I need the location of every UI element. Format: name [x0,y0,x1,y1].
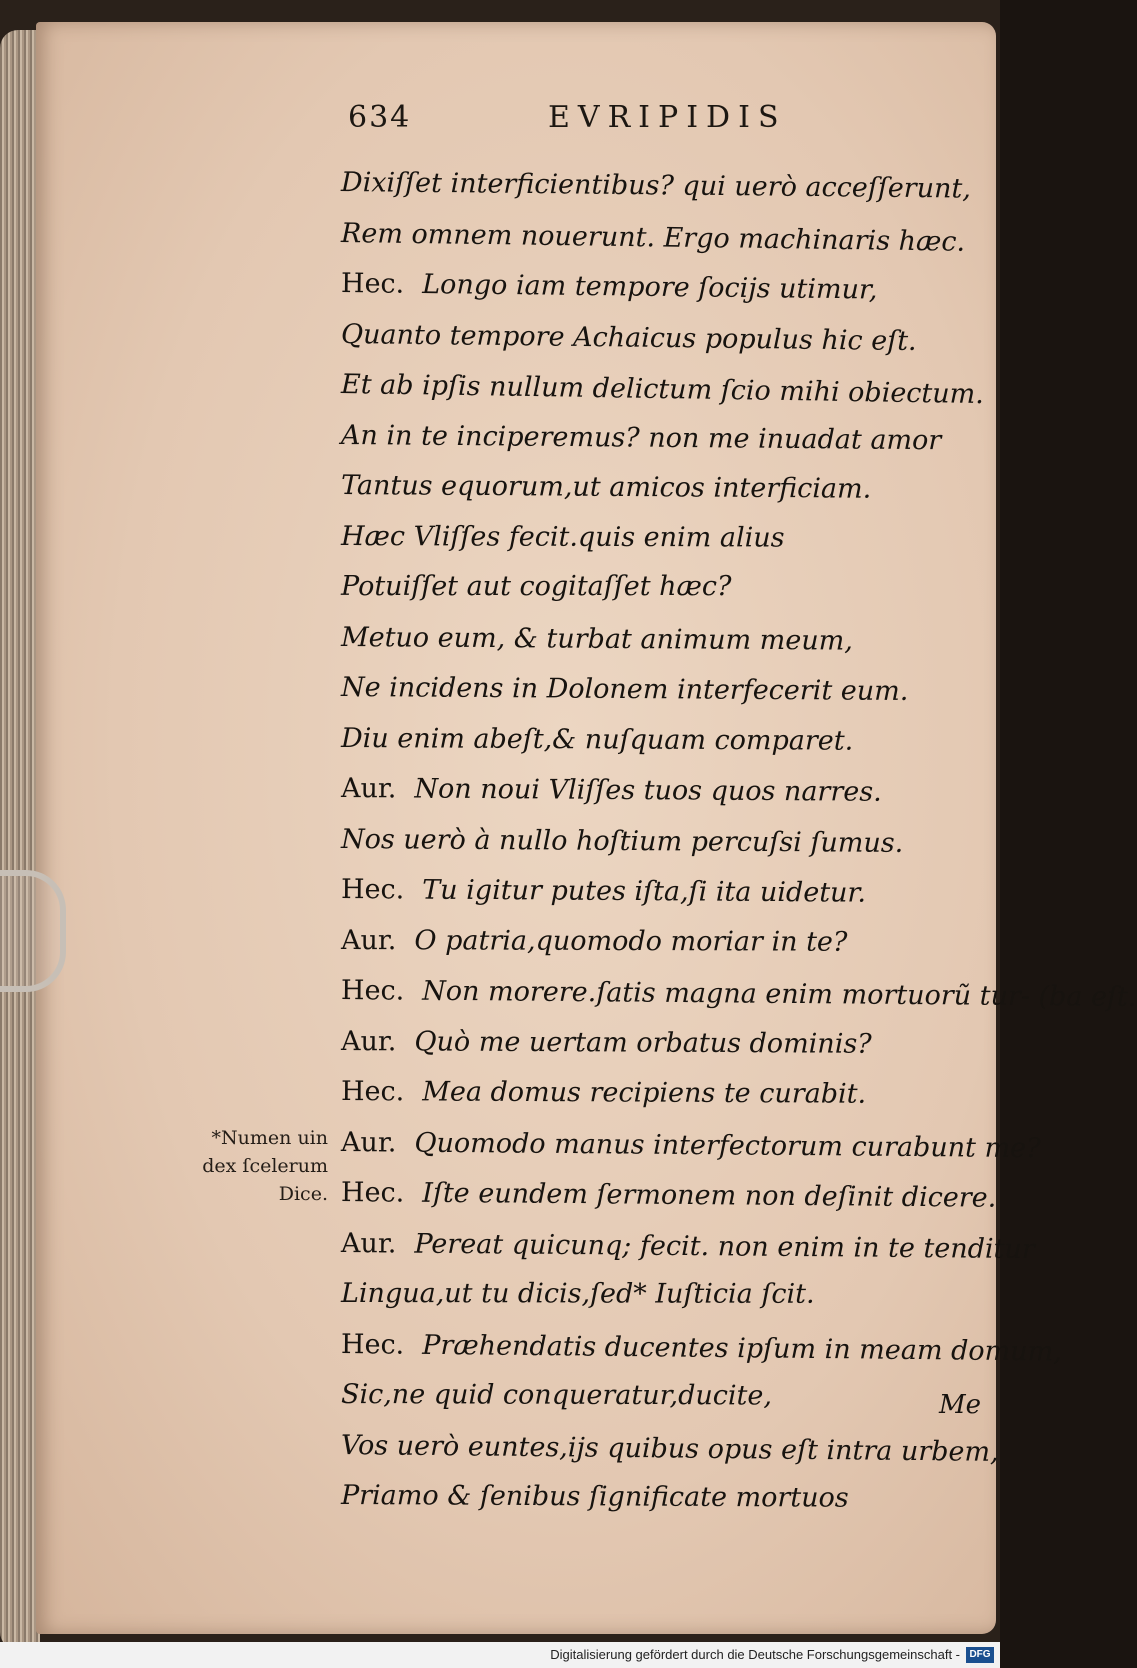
speaker-label: Aur. [340,773,397,805]
verse-line [341,916,991,969]
verse-line-text: Præhendatis ducentes ipſum in meam domum, [422,1329,1062,1368]
verse-line-text: Quò me uertam orbatus dominis? [414,1025,872,1060]
verse-line-text: Quanto tempore Achaicus populus hic eſt. [340,318,917,357]
book-page [36,22,1137,1634]
verse-line-text: Tantus equorum,ut amicos interficiam. [340,470,872,505]
verse-line [341,562,991,613]
speaker-label: Hec. [340,1177,405,1209]
verse-line [341,411,991,467]
verse-line-text: Potuiſſet aut cogitaſſet hæc? [341,571,732,602]
verse-line-text: Iſte eundem ſermonem non deſinit dicere. [422,1177,997,1214]
margin-note [168,1124,328,1208]
verse-line-text: Non morere.ſatis magna enim mortuorũ tur- (ba eſt. [422,975,1137,1013]
verse-line [341,209,992,269]
verse-line-text: Non noui Vliſſes tuos quos narres. [414,773,882,808]
speaker-label: Hec. [340,268,405,300]
verse-text [340,158,1137,1522]
verse-line-text: Lingua,ut tu dicis,ſed* Iuſticia ſcit. [340,1278,815,1310]
speaker-label: Aur. [340,1126,397,1158]
speaker-label: Hec. [340,1076,405,1108]
verse-line [341,512,991,565]
verse-line-text: Rem omnem nouerunt. Ergo machinaris hæc. [340,217,966,258]
verse-line [341,815,991,870]
verse-line-text: Priamo & ſenibus ſignificate mortuos [340,1480,849,1514]
verse-line-text: An in te inciperemus? non me inuadat amor [340,419,942,456]
verse-line [341,461,991,516]
verse-line-text: O patria,quomodo moriar in te? [414,924,848,958]
verse-line [341,1017,991,1071]
verse-line [340,1320,1062,1377]
verse-line-text: Tu igitur putes iſta,ſi ita uidetur. [422,874,867,909]
dfg-logo: DFG [966,1647,994,1663]
verse-line-text: Nos uerò à nullo hoſtium percuſsi ſumus. [340,823,904,859]
verse-line [341,613,991,668]
verse-line-text: Vos uerò euntes,ijs quibus opus eſt intra urbem, [340,1429,999,1468]
verse-line [341,714,991,768]
verse-line-text: Mea domus recipiens te curabit. [422,1076,867,1110]
verse-line [341,310,992,368]
footer-text: Digitalisierung gefördert durch die Deutsche Forschungsgemeinschaft - [550,1647,960,1662]
book-page-edges [0,30,40,1650]
verse-line-text: Diu enim abeſt,& nuſquam comparet. [340,722,854,757]
verse-line [341,259,992,317]
verse-line-text: Dixiſſet interficientibus? qui uerò acceſſerunt, [340,167,972,205]
verse-line [340,1421,999,1478]
margin-note-line: dex ſcelerum [202,1155,328,1177]
speaker-label: Aur. [340,1227,397,1259]
footer-credit [0,1642,1000,1668]
verse-line-text: Sic,ne quid conqueratur,ducite, [340,1379,773,1412]
page-clip [0,870,66,992]
verse-line [341,1067,991,1121]
verse-line [340,1168,997,1224]
verse-line [340,966,1137,1022]
verse-line-text: Et ab ipſis nullum delictum ſcio mihi obiectum. [340,369,985,411]
verse-line-text: Hæc Vliſſes fecit.quis enim alius [340,520,785,554]
running-title: EVRIPIDIS [548,100,787,135]
verse-line-text: Metuo eum, & turbat animum meum, [340,621,853,657]
verse-line-text: Longo iam tempore ſocijs utimur, [422,268,878,306]
verse-line [340,1118,1041,1174]
verse-line-text: Quomodo manus interfectorum curabunt me? [414,1127,1041,1164]
speaker-label: Hec. [340,975,405,1007]
speaker-label: Hec. [340,1328,405,1361]
verse-line [341,1269,991,1321]
margin-note-line: Dice. [278,1183,328,1205]
verse-line-text: Ne incidens in Dolonem interfecerit eum. [340,672,909,707]
margin-note-line: *Numen uin [211,1127,328,1149]
page-number: 634 [348,100,412,135]
verse-line [341,764,991,819]
verse-line [341,158,991,215]
verse-line [341,865,991,920]
catchword: Me [939,1390,982,1420]
speaker-label: Hec. [340,874,405,906]
verse-line [341,1370,991,1423]
verse-line [341,663,991,718]
verse-line [341,1471,991,1525]
speaker-label: Aur. [340,924,397,956]
verse-line-text: Pereat quicunq; fecit. non enim in te tenditur [414,1228,1035,1265]
speaker-label: Aur. [340,1025,397,1057]
verse-line [340,1219,1035,1275]
